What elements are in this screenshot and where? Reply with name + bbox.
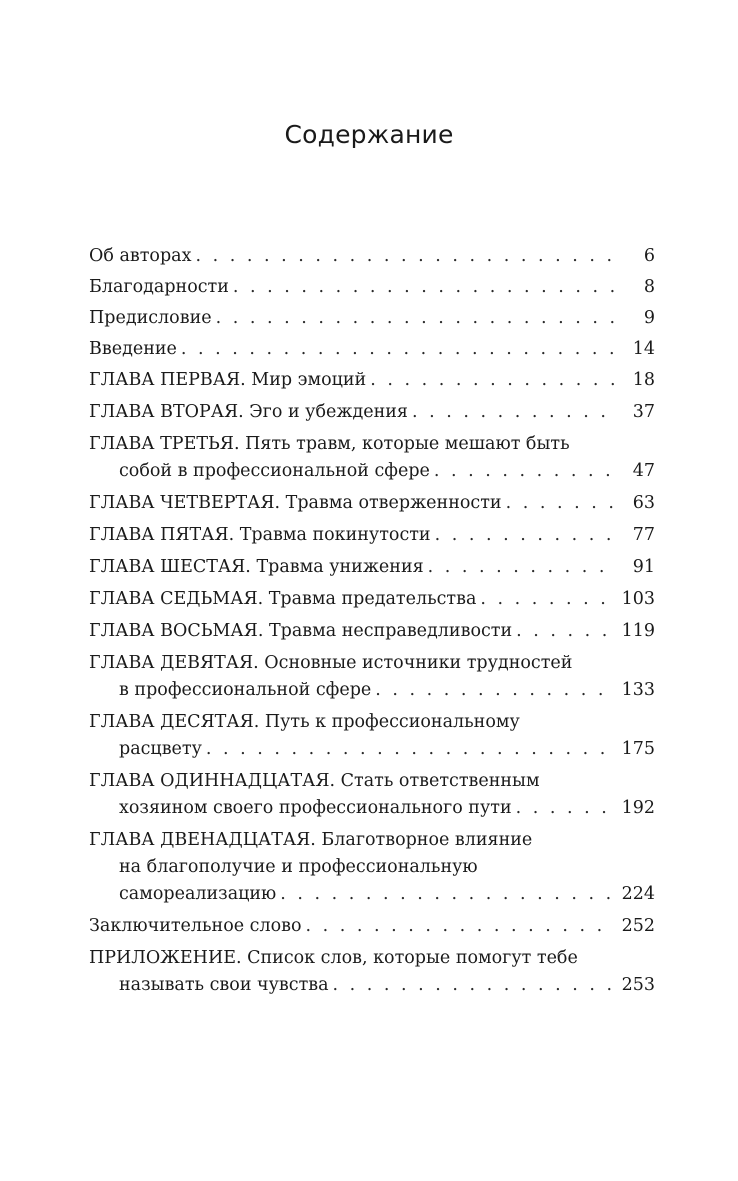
toc-entry[interactable] [89, 274, 655, 301]
dot-leader [506, 490, 617, 517]
toc-entry-title-line: Благодарности [89, 277, 229, 297]
toc-page-number: 224 [621, 884, 655, 904]
toc-entry-row [89, 736, 655, 763]
toc-entry-title-line: называть свои чувства [119, 975, 329, 995]
dot-leader [435, 522, 617, 549]
toc-page-number: 192 [621, 798, 655, 818]
toc-entry-row [89, 677, 655, 704]
toc-entry-title-line: ГЛАВА ЧЕТВЕРТАЯ. Травма отверженности [89, 493, 502, 513]
dot-leader [370, 367, 617, 394]
toc-entry-row [89, 305, 655, 332]
toc-page-number: 77 [632, 525, 655, 545]
dot-leader [280, 881, 613, 908]
toc-entry[interactable] [89, 367, 655, 394]
dot-leader [181, 336, 617, 363]
dot-leader [516, 618, 613, 645]
toc-entry-title-line: в профессиональной сфере [119, 680, 372, 700]
toc-entry[interactable] [89, 399, 655, 426]
dot-leader [333, 972, 614, 999]
dot-leader [233, 274, 617, 301]
toc-entry-title-line: на благополучие и профессиональную [119, 857, 478, 877]
toc-entry[interactable] [89, 945, 655, 999]
dot-leader [412, 399, 617, 426]
dot-leader [428, 554, 617, 581]
toc-entry-row [89, 274, 655, 301]
toc-entry-title-line: ПРИЛОЖЕНИЕ. Список слов, которые помогут тебе [89, 948, 578, 968]
toc-page-number: 18 [632, 370, 655, 390]
toc-page-number: 37 [632, 402, 655, 422]
toc-entry[interactable] [89, 554, 655, 581]
toc-entry-title-line: Предисловие [89, 308, 212, 328]
toc-entry[interactable] [89, 709, 655, 763]
toc-entry-row [89, 243, 655, 270]
toc-entry-title-line: ГЛАВА ТРЕТЬЯ. Пять травм, которые мешают быть [89, 434, 570, 454]
toc-page-number: 9 [643, 308, 655, 328]
toc-page-number: 6 [643, 246, 655, 266]
toc-entry-title-line: ГЛАВА ШЕСТАЯ. Травма унижения [89, 557, 424, 577]
toc-entry-title-line: ГЛАВА ПЕРВАЯ. Мир эмоций [89, 370, 367, 390]
toc-entry-title-line: Введение [89, 339, 177, 359]
toc-entry[interactable] [89, 586, 655, 613]
toc-entry-title-line: расцвету [119, 739, 202, 759]
toc-entry-title-line: ГЛАВА ВОСЬМАЯ. Травма несправедливости [89, 621, 513, 641]
toc-entry-title-line: ГЛАВА ОДИННАДЦАТАЯ. Стать ответственным [89, 771, 540, 791]
toc-page-number: 252 [621, 916, 655, 936]
toc-entry[interactable] [89, 827, 655, 908]
toc-page-number: 63 [632, 493, 655, 513]
toc-entry[interactable] [89, 768, 655, 822]
toc-entry[interactable] [89, 243, 655, 270]
dot-leader [306, 913, 614, 940]
dot-leader [206, 736, 614, 763]
dot-leader [516, 795, 614, 822]
dot-leader [195, 243, 617, 270]
toc-page-number: 103 [621, 589, 655, 609]
toc-page-number: 47 [632, 461, 655, 481]
toc-entry-row [89, 399, 655, 426]
toc-entry-row [89, 913, 655, 940]
toc-entry-row [89, 972, 655, 999]
toc-entry-row [89, 881, 655, 908]
toc-page-number: 133 [621, 680, 655, 700]
toc-entry-title-line: ГЛАВА СЕДЬМАЯ. Травма предательства [89, 589, 477, 609]
toc-entry-title-line: ГЛАВА ДВЕНАДЦАТАЯ. Благотворное влияние [89, 830, 533, 850]
toc-page-number: 14 [632, 339, 655, 359]
toc-entry-row [89, 490, 655, 517]
toc-entry[interactable] [89, 522, 655, 549]
page-title: Содержание [284, 120, 454, 149]
toc-entry-title-line: самореализацию [119, 884, 277, 904]
toc-entry-title-line: Об авторах [89, 246, 192, 266]
toc-page-number: 253 [621, 975, 655, 995]
table-of-contents [89, 243, 655, 1004]
toc-entry[interactable] [89, 650, 655, 704]
toc-entry-title-line: ГЛАВА ВТОРАЯ. Эго и убеждения [89, 402, 408, 422]
toc-entry-row [89, 586, 655, 613]
toc-entry-row [89, 522, 655, 549]
toc-entry-title-line: Заключительное слово [89, 916, 302, 936]
dot-leader [434, 458, 617, 485]
dot-leader [375, 677, 613, 704]
dot-leader [480, 586, 613, 613]
toc-entry-title-line: ГЛАВА ДЕВЯТАЯ. Основные источники трудностей [89, 653, 573, 673]
toc-entry[interactable] [89, 913, 655, 940]
toc-entry[interactable] [89, 490, 655, 517]
toc-entry-row [89, 554, 655, 581]
toc-entry-row [89, 458, 655, 485]
toc-entry-row [89, 336, 655, 363]
toc-entry-title-line: хозяином своего профессионального пути [119, 798, 512, 818]
toc-page-number: 91 [632, 557, 655, 577]
toc-entry-title-line: ГЛАВА ДЕСЯТАЯ. Путь к профессиональному [89, 712, 520, 732]
toc-entry-row [89, 795, 655, 822]
dot-leader [216, 305, 617, 332]
toc-page-number: 119 [621, 621, 655, 641]
toc-entry-row [89, 367, 655, 394]
toc-entry[interactable] [89, 305, 655, 332]
toc-page-number: 175 [621, 739, 655, 759]
toc-entry[interactable] [89, 431, 655, 485]
toc-entry-title-line: ГЛАВА ПЯТАЯ. Травма покинутости [89, 525, 431, 545]
toc-entry-row [89, 618, 655, 645]
toc-entry-title-line: собой в профессиональной сфере [119, 461, 430, 481]
toc-entry[interactable] [89, 336, 655, 363]
toc-page-number: 8 [643, 277, 655, 297]
toc-entry[interactable] [89, 618, 655, 645]
